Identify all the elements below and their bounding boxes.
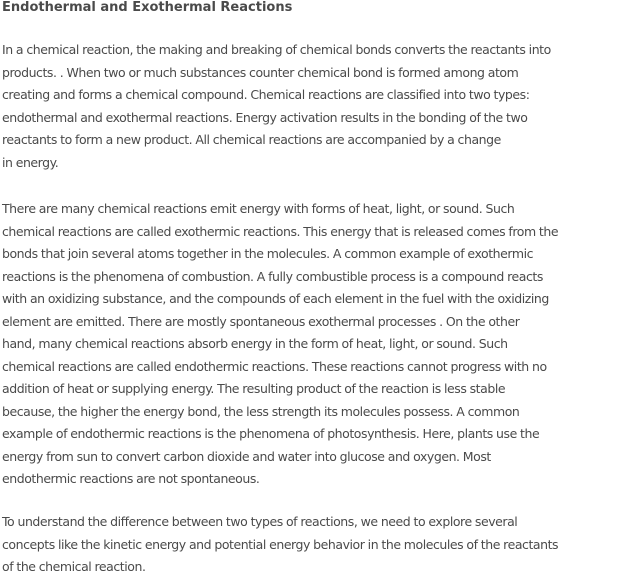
text-line: reactants to form a new product. All chemical reactions are accompanied by a change	[2, 132, 501, 147]
text-line: chemical reactions are called endothermic reactions. These reactions cannot progress with no	[2, 358, 547, 374]
text-line: with an oxidizing substance, and the compounds of each element in the fuel with the oxidizing	[2, 291, 549, 306]
text-line: endothermic reactions are not spontaneous.	[2, 471, 260, 486]
paragraph-conclusion	[2, 511, 558, 579]
text-line: endothermal and exothermal reactions. Energy activation results in the bonding of the two	[2, 109, 528, 125]
text-line: To understand the difference between two types of reactions, we need to explore several	[2, 514, 518, 529]
text-line: addition of heat or supplying energy. The resulting product of the reaction is less stable	[2, 381, 506, 396]
text-line: in energy.	[2, 154, 59, 170]
text-line: bonds that join several atoms together in the molecules. A common example of exothermic	[2, 246, 534, 261]
text-line: creating and forms a chemical compound. Chemical reactions are classified into two types:	[2, 87, 530, 102]
text-line: There are many chemical reactions emit energy with forms of heat, light, or sound. Such	[2, 201, 515, 216]
document-title: Endothermal and Exothermal Reactions	[2, 0, 293, 15]
text-line: example of endothermic reactions is the phenomena of photosynthesis. Here, plants use the	[2, 426, 540, 441]
text-line: because, the higher the energy bond, the less strength its molecules possess. A common	[2, 403, 520, 419]
text-line: energy from sun to convert carbon dioxide and water into glucose and oxygen. Most	[2, 448, 491, 464]
text-line: products. . When two or much substances counter chemical bond is formed among atom	[2, 64, 519, 80]
text-line: element are emitted. There are mostly spontaneous exothermal processes . On the other	[2, 313, 520, 329]
document	[2, 0, 626, 574]
paragraph-exo-endo	[2, 198, 558, 491]
text-line: hand, many chemical reactions absorb energy in the form of heat, light, or sound. Such	[2, 336, 508, 351]
paragraph-intro	[2, 39, 551, 174]
text-line: of the chemical reaction.	[2, 559, 146, 574]
text-line: In a chemical reaction, the making and breaking of chemical bonds converts the reactants into	[2, 42, 551, 57]
text-line: chemical reactions are called exothermic reactions. This energy that is released comes from the	[2, 223, 559, 239]
text-line: concepts like the kinetic energy and potential energy behavior in the molecules of the reactants	[2, 536, 559, 552]
text-line: reactions is the phenomena of combustion. A fully combustible process is a compound reacts	[2, 268, 543, 284]
